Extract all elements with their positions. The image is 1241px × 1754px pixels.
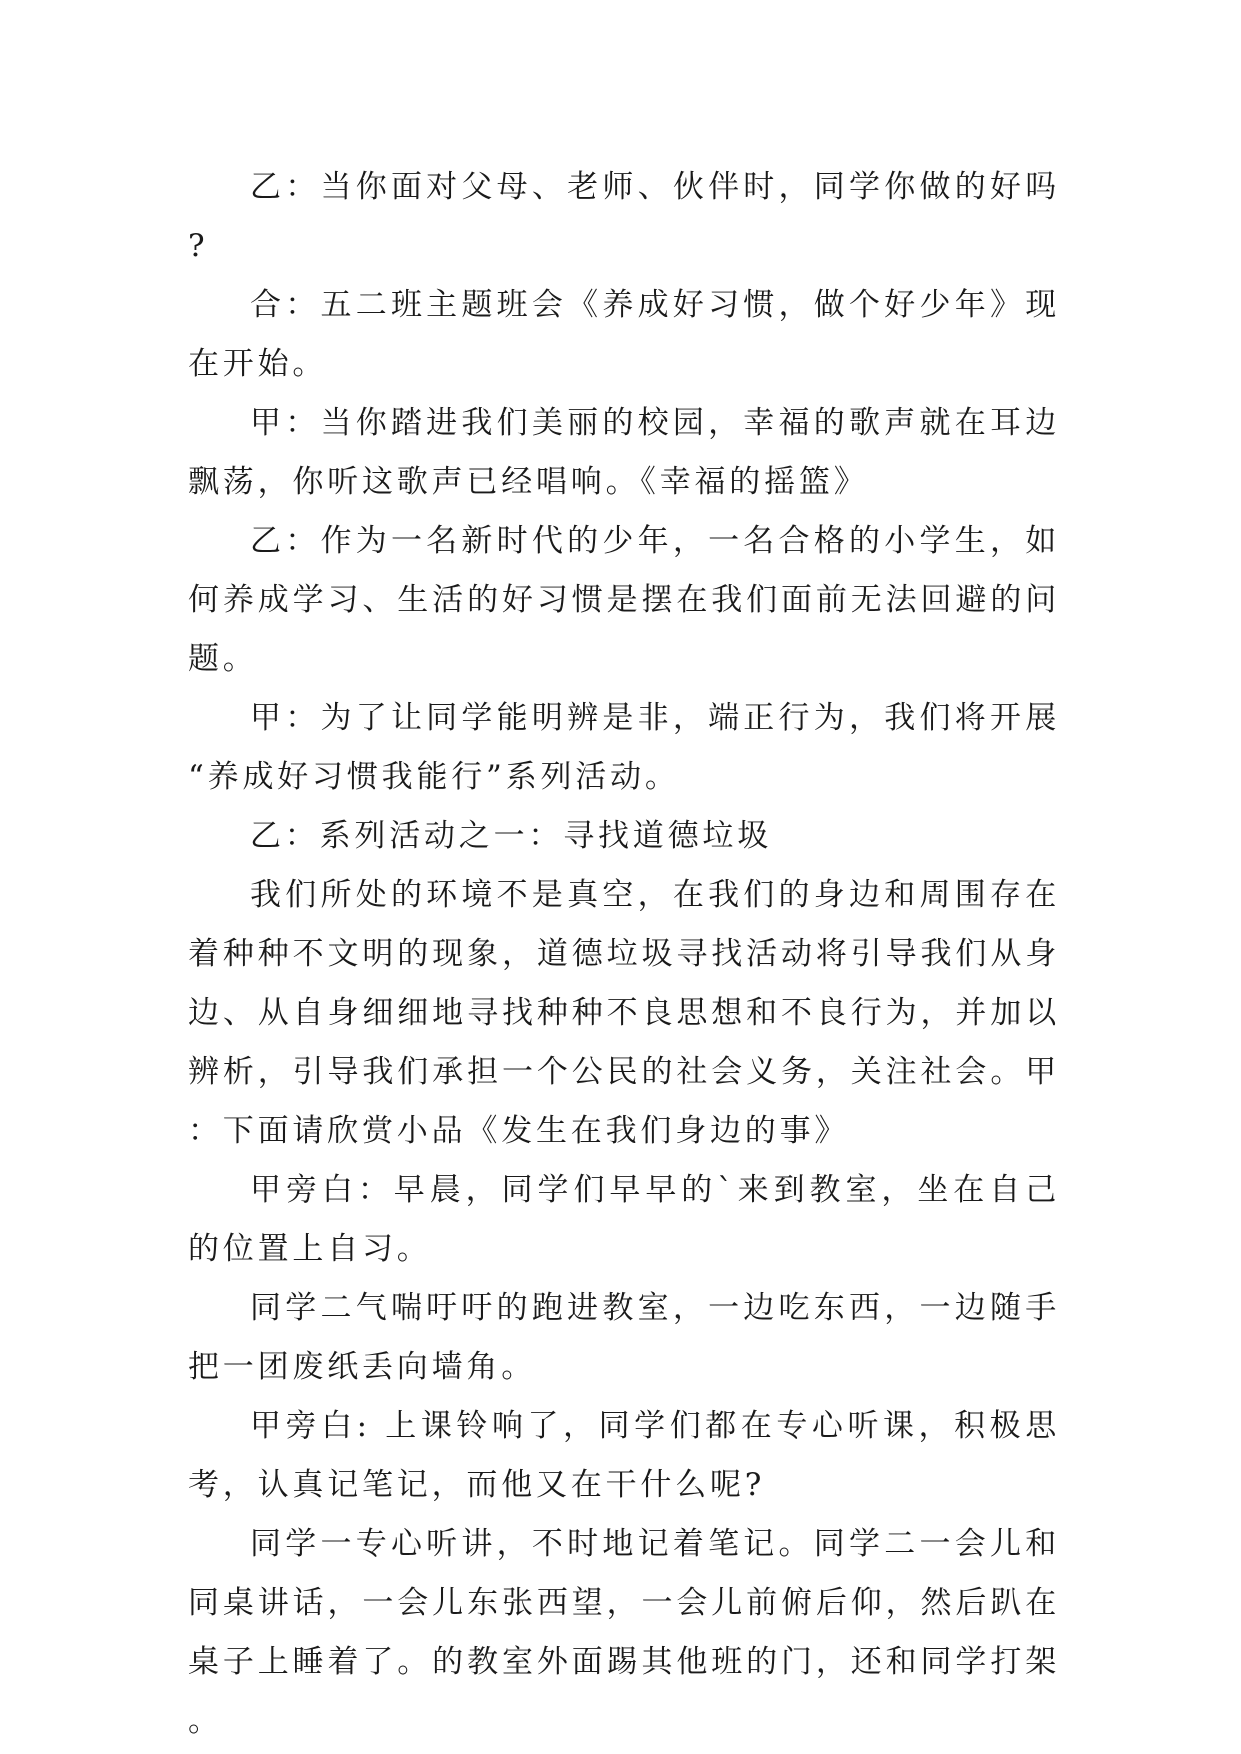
paragraph-3: 甲：当你踏进我们美丽的校园，幸福的歌声就在耳边飘荡，你听这歌声已经唱响。《幸福的摇篮》 xyxy=(188,405,1060,500)
paragraph-4: 乙：作为一名新时代的少年，一名合格的小学生，如何养成学习、生活的好习惯是摆在我们面前无法回避的问题。 xyxy=(188,523,1060,677)
paragraph-7: 我们所处的环境不是真空，在我们的身边和周围存在着种种不文明的现象，道德垃圾寻找活动将引导我们从身边、从自身细细地寻找种种不良思想和不良行为，并加以辨析，引导我们承担一个公民的社会义务，关注社会。甲：下面请欣赏小品《发生在我们身边的事》 xyxy=(188,877,1060,1149)
document-body xyxy=(188,158,1060,1751)
paragraph-1: 乙：当你面对父母、老师、伙伴时，同学你做的好吗? xyxy=(188,169,1060,264)
paragraph-8: 甲旁白：早晨，同学们早早的`来到教室，坐在自己的位置上自习。 xyxy=(188,1172,1060,1267)
paragraph-6: 乙：系列活动之一：寻找道德垃圾 xyxy=(250,818,772,854)
paragraph-9: 同学二气喘吁吁的跑进教室，一边吃东西，一边随手把一团废纸丢向墙角。 xyxy=(188,1290,1060,1385)
paragraph-5: 甲：为了让同学能明辨是非，端正行为，我们将开展“养成好习惯我能行”系列活动。 xyxy=(188,700,1060,795)
paragraph-11: 同学一专心听讲，不时地记着笔记。同学二一会儿和同桌讲话，一会儿东张西望，一会儿前俯后仰，然后趴在桌子上睡着了。的教室外面踢其他班的门，还和同学打架。 xyxy=(188,1526,1060,1739)
paragraph-2: 合：五二班主题班会《养成好习惯，做个好少年》现在开始。 xyxy=(188,287,1060,382)
paragraph-10: 甲旁白: 上课铃响了，同学们都在专心听课，积极思考，认真记笔记，而他又在干什么呢? xyxy=(188,1408,1060,1503)
